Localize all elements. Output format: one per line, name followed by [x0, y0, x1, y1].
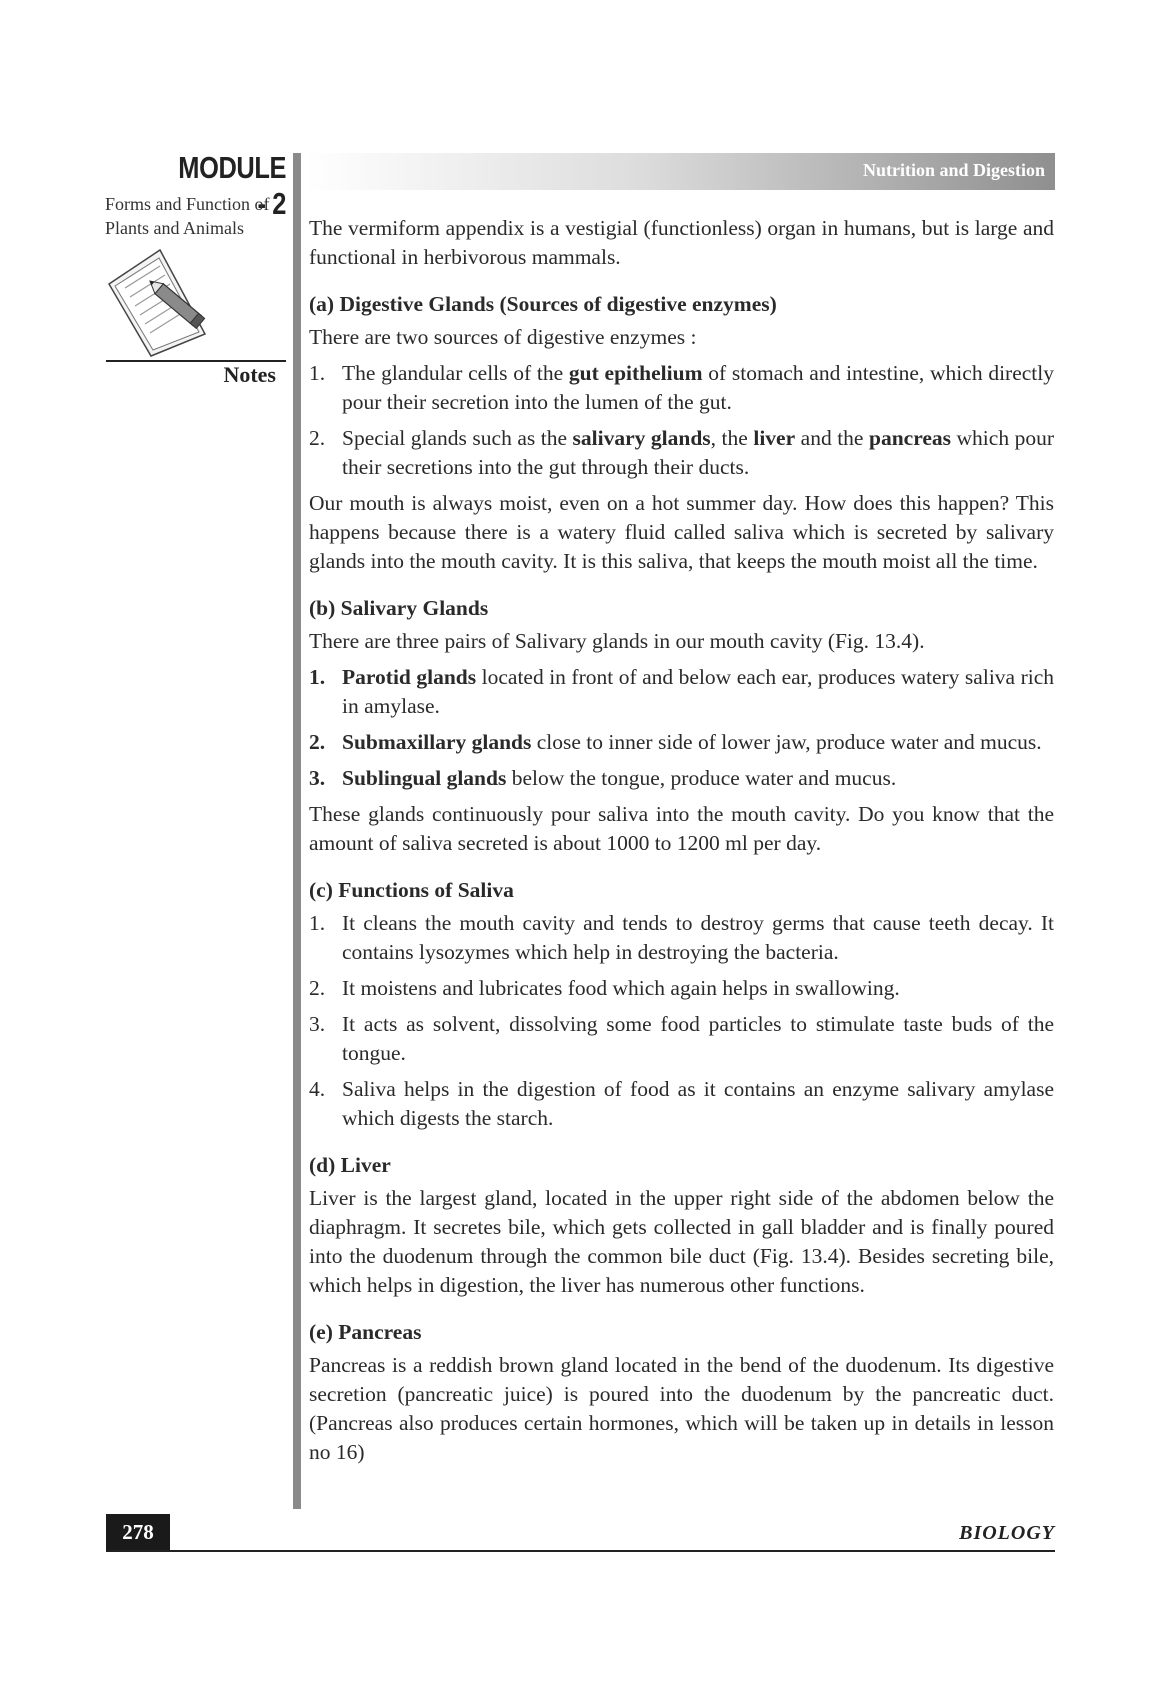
list-text: , the: [710, 426, 754, 450]
list-text: which pour their secretions into the gut through their ducts.: [342, 426, 1054, 479]
module-subtitle-line1: Forms and Function of: [105, 194, 270, 214]
digestive-glands-lead: There are two sources of digestive enzymes :: [309, 325, 697, 349]
module-subtitle-line2: Plants and Animals: [105, 218, 244, 238]
list-item: [309, 663, 1054, 721]
footer-divider: [106, 1550, 1055, 1552]
liver-paragraph: Liver is the largest gland, located in the upper right side of the abdomen below the diaphragm. It secretes bile, which gets collected in gall bladder and is finally poured into the duodenum through the common bile duct (Fig. 13.4). Besides secreting bile, which helps in digestion, the liver has numerous other functions.: [309, 1186, 1054, 1297]
list-text: Special glands such as the: [342, 426, 573, 450]
chapter-title: Nutrition and Digestion: [862, 160, 1045, 180]
list-number: 1.: [309, 911, 326, 935]
footer-subject: BIOLOGY: [959, 1522, 1055, 1544]
list-item: [309, 359, 1054, 417]
list-item: [309, 424, 1054, 482]
list-item: [309, 974, 1054, 1003]
list-bold-term: Sublingual glands: [342, 766, 507, 790]
list-number: 1.: [309, 665, 326, 689]
list-item: [309, 1075, 1054, 1133]
list-bold-term: Submaxillary glands: [342, 730, 532, 754]
list-text: located in front of and below each ear, produces watery saliva rich in amylase.: [342, 665, 1055, 718]
list-text: It moistens and lubricates food which again helps in swallowing.: [342, 976, 900, 1000]
section-heading-digestive-glands: (a) Digestive Glands (Sources of digestive enzymes): [309, 292, 777, 316]
list-text: It acts as solvent, dissolving some food particles to stimulate taste buds of the tongue.: [342, 1012, 1054, 1065]
section-heading-functions-of-saliva: (c) Functions of Saliva: [309, 878, 514, 902]
list-text: close to inner side of lower jaw, produce water and mucus.: [531, 730, 1042, 754]
pancreas-paragraph: Pancreas is a reddish brown gland located in the bend of the duodenum. Its digestive secretion (pancreatic juice) is poured into the duodenum by the pancreatic duct. (Pancreas also produces certain hormones, which will be taken up in details in lesson no 16): [309, 1353, 1054, 1464]
list-number: 2.: [309, 976, 326, 1000]
list-bold-term: pancreas: [868, 426, 952, 450]
list-bold-term: gut epithelium: [568, 361, 703, 385]
section-heading-salivary-glands: (b) Salivary Glands: [309, 596, 489, 620]
main-content: [309, 214, 1054, 1474]
list-number: 2.: [309, 730, 326, 754]
notes-pencil-icon: [105, 244, 215, 364]
list-bold-term: salivary glands: [572, 426, 711, 450]
chapter-header: [305, 153, 1055, 190]
notes-label: Notes: [223, 362, 276, 387]
saliva-amount-paragraph: These glands continuously pour saliva into the mouth cavity. Do you know that the amount of saliva secreted is about 1000 to 1200 ml per day.: [309, 802, 1054, 855]
list-text: The glandular cells of the: [342, 361, 569, 385]
module-title: MODULE - 2: [178, 150, 286, 221]
salivary-glands-list: [309, 663, 1054, 793]
list-text: and the: [795, 426, 869, 450]
list-item: [309, 764, 1054, 793]
list-item: [309, 728, 1054, 757]
list-text: below the tongue, produce water and mucus.: [506, 766, 897, 790]
saliva-paragraph: Our mouth is always moist, even on a hot summer day. How does this happen? This happens because there is a watery fluid called saliva which is secreted by salivary glands into the mouth cavity. It is this saliva, that keeps the mouth moist all the time.: [309, 491, 1054, 573]
page-number: 278: [106, 1514, 170, 1550]
salivary-glands-lead: There are three pairs of Salivary glands in our mouth cavity (Fig. 13.4).: [309, 629, 925, 653]
section-heading-liver: (d) Liver: [309, 1153, 391, 1177]
intro-paragraph: The vermiform appendix is a vestigial (functionless) organ in humans, but is large and functional in herbivorous mammals.: [309, 216, 1054, 269]
list-item: [309, 1010, 1054, 1068]
digestive-glands-list: [309, 359, 1054, 482]
saliva-functions-list: [309, 909, 1054, 1133]
list-number: 3.: [309, 1012, 326, 1036]
list-text: of stomach and intestine, which directly pour their secretion into the lumen of the gut.: [342, 361, 1054, 414]
list-number: 4.: [309, 1077, 326, 1101]
list-bold-term: Parotid glands: [342, 665, 477, 689]
list-text: Saliva helps in the digestion of food as it contains an enzyme salivary amylase which digests the starch.: [342, 1077, 1054, 1130]
list-number: 2.: [309, 426, 326, 450]
list-number: 1.: [309, 361, 326, 385]
section-heading-pancreas: (e) Pancreas: [309, 1320, 422, 1344]
list-item: [309, 909, 1054, 967]
module-subtitle: [105, 192, 290, 240]
list-number: 3.: [309, 766, 326, 790]
list-bold-term: liver: [753, 426, 796, 450]
list-text: It cleans the mouth cavity and tends to destroy germs that cause teeth decay. It contains lysozymes which help in destroying the bacteria.: [342, 911, 1054, 964]
margin-bar: [293, 153, 301, 1509]
